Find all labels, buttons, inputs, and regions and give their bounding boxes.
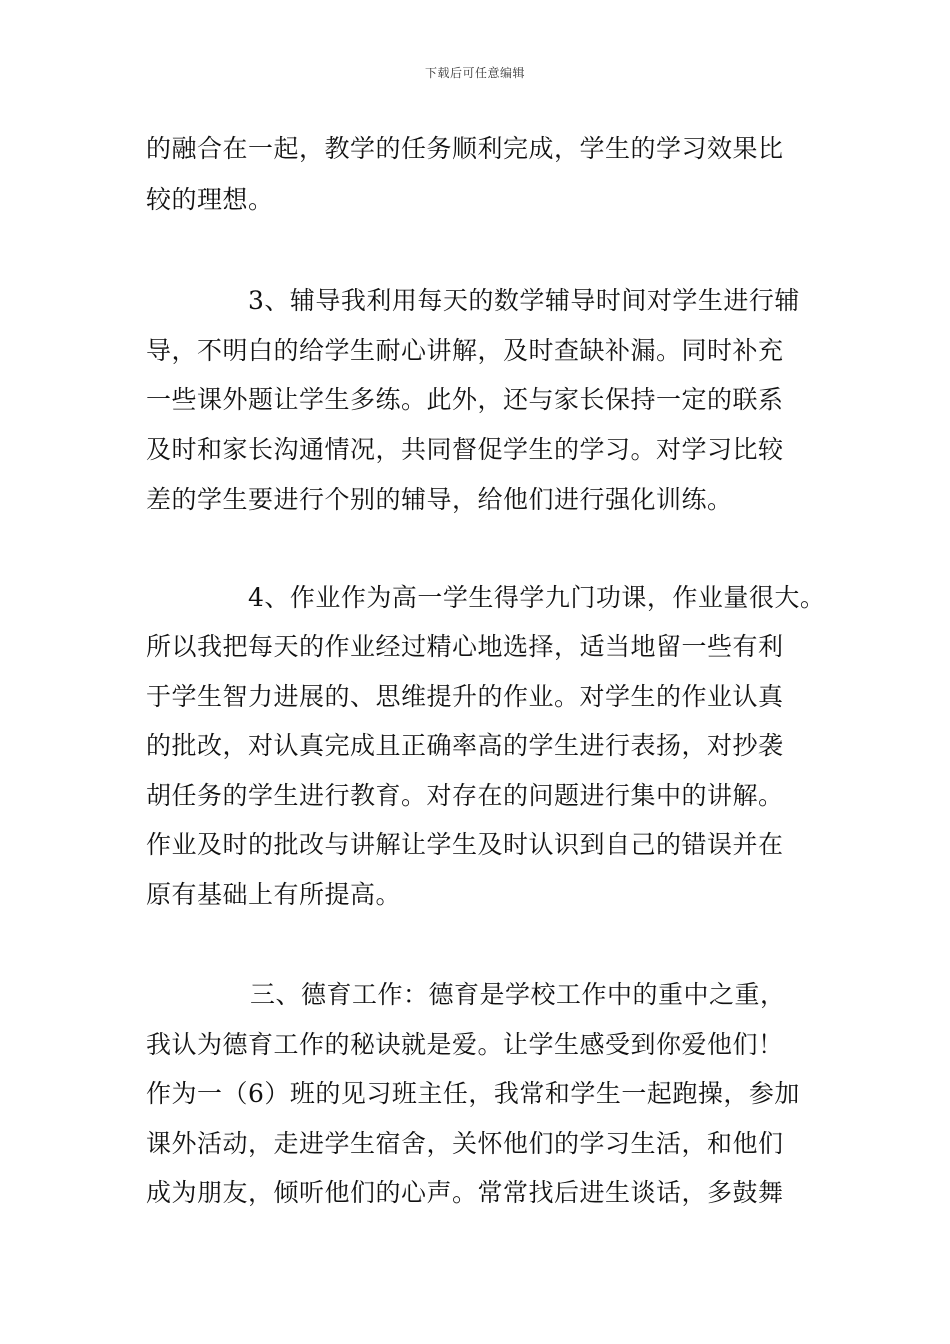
paragraph-1-line-2: 较的理想。 [146,185,274,214]
paragraph-3-line-3: 于学生智力进展的、思维提升的作业。对学生的作业认真 [146,682,784,711]
paragraph-2-line-2: 导，不明白的给学生耐心讲解，及时查缺补漏。同时补充 [146,336,784,365]
paragraph-4-line-4: 课外活动，走进学生宿舍，关怀他们的学习生活，和他们 [146,1129,784,1158]
paragraph-4-line-3: 作为一（6）班的见习班主任，我常和学生一起跑操，参加 [146,1079,800,1108]
paragraph-2-line-3: 一些课外题让学生多练。此外，还与家长保持一定的联系 [146,385,784,414]
paragraph-3-line-2: 所以我把每天的作业经过精心地选择，适当地留一些有利 [146,632,784,661]
paragraph-3-line-6: 作业及时的批改与讲解让学生及时认识到自己的错误并在 [146,830,784,859]
paragraph-3-line-1: 4、作业作为高一学生得学九门功课，作业量很大。 [248,583,826,612]
page-header: 下载后可任意编辑 [424,66,525,80]
paragraph-2-line-1: 3、辅导我利用每天的数学辅导时间对学生进行辅 [248,286,800,315]
paragraph-4-line-1: 三、德育工作：德育是学校工作中的重中之重， [250,980,786,1009]
paragraph-4-line-2: 我认为德育工作的秘诀就是爱。让学生感受到你爱他们！ [146,1030,784,1059]
paragraph-3-line-4: 的批改，对认真完成且正确率高的学生进行表扬，对抄袭 [146,731,784,760]
paragraph-3-line-7: 原有基础上有所提高。 [146,880,402,909]
paragraph-1-line-1: 的融合在一起，教学的任务顺利完成，学生的学习效果比 [146,134,784,163]
paragraph-4-line-5: 成为朋友，倾听他们的心声。常常找后进生谈话，多鼓舞 [146,1178,784,1207]
paragraph-2-line-4: 及时和家长沟通情况，共同督促学生的学习。对学习比较 [146,435,784,464]
paragraph-2-line-5: 差的学生要进行个别的辅导，给他们进行强化训练。 [146,485,733,514]
paragraph-3-line-5: 胡任务的学生进行教育。对存在的问题进行集中的讲解。 [146,781,784,810]
